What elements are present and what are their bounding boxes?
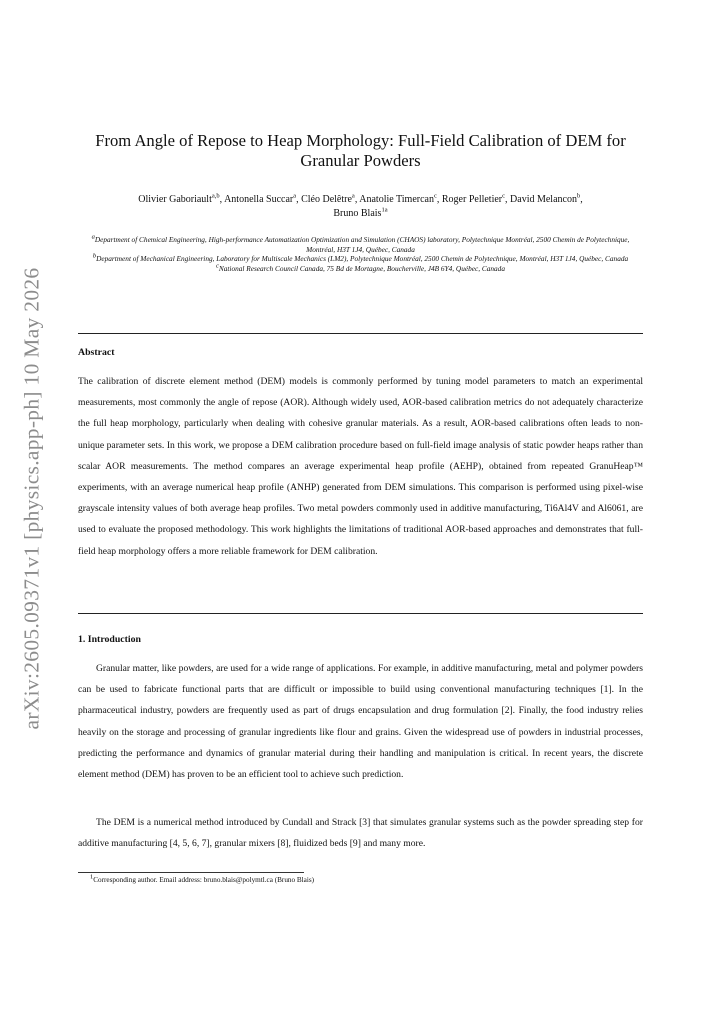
abstract-bottom-rule bbox=[78, 613, 643, 614]
arxiv-identifier-text: arXiv:2605.09371v1 [physics.app-ph] 10 May 2026 bbox=[19, 267, 44, 729]
arxiv-identifier bbox=[12, 248, 52, 748]
paper-title-line-2: Granular Powders bbox=[300, 151, 421, 170]
footnote-text: Corresponding author. Email address: bruno.blais@polymtl.ca (Bruno Blais) bbox=[93, 876, 315, 884]
footnote-mark: 1 bbox=[90, 873, 94, 881]
author: David Melancon$^b$, bbox=[510, 192, 583, 205]
affiliation: $^b$Department of Mechanical Engineering, Laboratory for Multiscale Mechanics (LM2), Polytechnique Montréal, 2500 Chemin de Polytechnique, Montréal, H3T 1J4, Québec, Canada bbox=[92, 252, 629, 264]
author: Roger Pelletier$^c$, bbox=[441, 192, 511, 205]
author-list bbox=[78, 193, 643, 221]
section-heading-introduction: 1. Introduction bbox=[78, 634, 141, 645]
affiliation: $^c$National Research Council Canada, 75 Bd de Mortagne, Boucherville, J4B 6Y4, Québec, Canada bbox=[216, 262, 505, 273]
abstract-top-rule bbox=[78, 333, 643, 334]
footnote-rule bbox=[78, 872, 304, 873]
author: Bruno Blais$^{1a}$ bbox=[333, 206, 388, 219]
affiliation: $^a$Department of Chemical Engineering, High-performance Automatization Optimization and Simulation (CHAOS) laboratory, Polytechnique Montréal, 2500 Chemin de Polytechnique, Montréal, H3T 1J4, Québec, Canada bbox=[91, 233, 630, 254]
author: Cléo Delêtre$^a$, bbox=[301, 192, 360, 205]
footnote bbox=[78, 873, 643, 884]
author: Anatolie Timercan$^c$, bbox=[359, 192, 442, 205]
paper-title-line-1: From Angle of Repose to Heap Morphology: Full-Field Calibration of DEM for bbox=[95, 131, 626, 150]
abstract-text: The calibration of discrete element method (DEM) models is commonly performed by tuning model parameters to match an experimental measurements, most commonly the angle of repose (AOR). Although widely used, AOR-based calibration metrics do not adequately characterize the full heap morphology, particularly when dealing with cohesive granular materials. As a result, AOR-based calibrations often leads to non-unique parameter sets. In this work, we propose a DEM calibration procedure based on full-field image analysis of static powder heaps rather than scalar AOR measurements. The method compares an average experimental heap profile (AEHP), obtained from repeated GranuHeap™ experiments, with an average numerical heap profile (ANHP) generated from DEM simulations. This comparison is performed using pixel-wise grayscale intensity values of both average heap profiles. Two metal powders commonly used in additive manufacturing, Ti6Al4V and Al6061, are used to evaluate the proposed methodology. This work highlights the limitations of traditional AOR-based approaches and demonstrates that full-field heap morphology offers a more reliable framework for DEM calibration. bbox=[78, 376, 643, 557]
introduction-paragraph-2: The DEM is a numerical method introduced by Cundall and Strack [3] that simulates granular systems such as the powder spreading step for additive manufacturing [4, 5, 6, 7], granular mixers [8], fluidized beds [9] and many more. bbox=[78, 817, 643, 850]
introduction-paragraph-1: Granular matter, like powders, are used for a wide range of applications. For example, in additive manufacturing, metal and polymer powders can be used to fabricate functional parts that are difficult or impossible to build using conventional manufacturing techniques [1]. In the pharmaceutical industry, powders are frequently used as part of drugs encapsulation and drug formulation [2]. Finally, the food industry relies heavily on the storage and processing of granular ingredients like flour and grains. Given the widespread use of powders in industrial processes, predicting the performance and dynamics of granular material during their handling and manipulation is critical. In recent years, the discrete element method (DEM) has proven to be an efficient tool to achieve such prediction. bbox=[78, 663, 643, 781]
abstract-heading: Abstract bbox=[78, 347, 115, 358]
author: Olivier Gaboriault$^{a,b}$, bbox=[138, 192, 225, 205]
affiliation-list bbox=[78, 235, 643, 273]
paper-title bbox=[78, 131, 643, 171]
author: Antonella Succar$^a$, bbox=[224, 192, 302, 205]
